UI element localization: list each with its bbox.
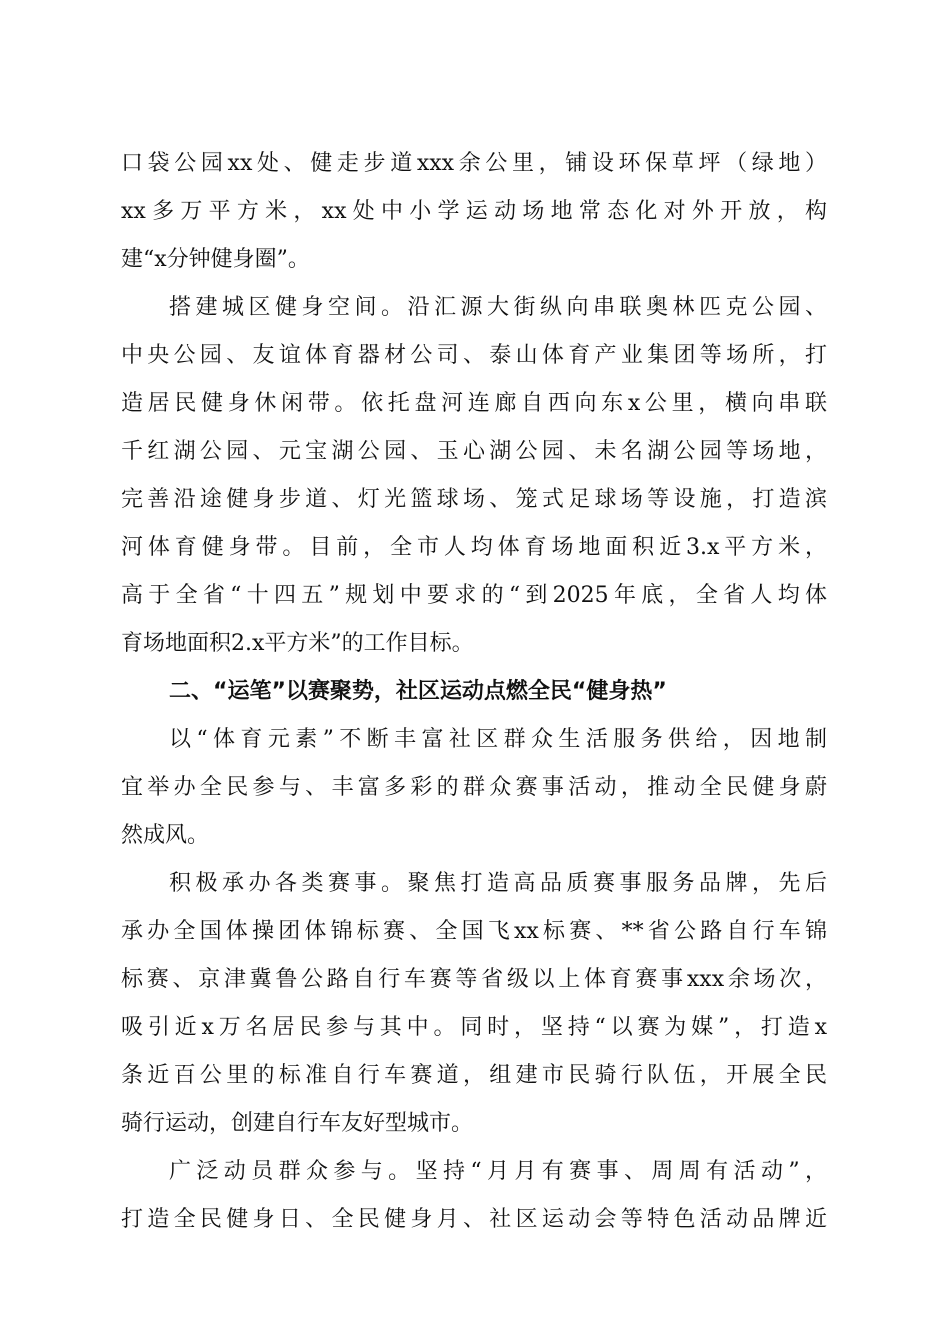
paragraph-line: 造居民健身休闲带。依托盘河连廊自西向东x公里，横向串联: [121, 391, 827, 416]
paragraph-line: 河体育健身带。目前，全市人均体育场地面积近3.x平方米，: [121, 535, 827, 560]
paragraph-line: 完善沿途健身步道、灯光篮球场、笼式足球场等设施，打造滨: [121, 487, 827, 512]
paragraph-line: 中央公园、友谊体育器材公司、泰山体育产业集团等场所，打: [121, 343, 827, 368]
paragraph-line: 条近百公里的标准自行车赛道，组建市民骑行队伍，开展全民: [121, 1063, 827, 1088]
paragraph-line: 承办全国体操团体锦标赛、全国飞xx标赛、**省公路自行车锦: [121, 919, 827, 944]
paragraph-line: 广泛动员群众参与。坚持“月月有赛事、周周有活动”，: [169, 1159, 827, 1184]
paragraph-line: 搭建城区健身空间。沿汇源大街纵向串联奥林匹克公园、: [169, 295, 827, 320]
paragraph-line: 宜举办全民参与、丰富多彩的群众赛事活动，推动全民健身蔚: [121, 775, 827, 800]
paragraph-line: 然成风。: [121, 823, 210, 848]
document-body: [121, 140, 827, 1244]
paragraph-line: 积极承办各类赛事。聚焦打造高品质赛事服务品牌，先后: [169, 871, 827, 896]
paragraph-line: 骑行运动，创建自行车友好型城市。: [121, 1111, 474, 1136]
paragraph-line: 吸引近x万名居民参与其中。同时，坚持“以赛为媒”，打造x: [121, 1015, 827, 1040]
paragraph-line: 高于全省“十四五”规划中要求的“到2025年底，全省人均体: [121, 583, 827, 608]
paragraph-line: 育场地面积2.x平方米”的工作目标。: [121, 631, 474, 656]
paragraph-line: 千红湖公园、元宝湖公园、玉心湖公园、未名湖公园等场地，: [121, 439, 827, 464]
paragraph-line: 口袋公园xx处、健走步道xxx余公里，铺设环保草坪（绿地）: [121, 151, 827, 176]
paragraph-line: 建“x分钟健身圈”。: [121, 247, 310, 272]
paragraph-line: xx多万平方米，xx处中小学运动场地常态化对外开放，构: [121, 199, 827, 224]
paragraph-line: 标赛、京津冀鲁公路自行车赛等省级以上体育赛事xxx余场次，: [121, 967, 827, 992]
paragraph-line: 以“体育元素”不断丰富社区群众生活服务供给，因地制: [169, 727, 827, 752]
section-heading: 二、“运笔”以赛聚势，社区运动点燃全民“健身热”: [169, 679, 667, 704]
paragraph-line: 打造全民健身日、全民健身月、社区运动会等特色活动品牌近: [121, 1207, 827, 1232]
